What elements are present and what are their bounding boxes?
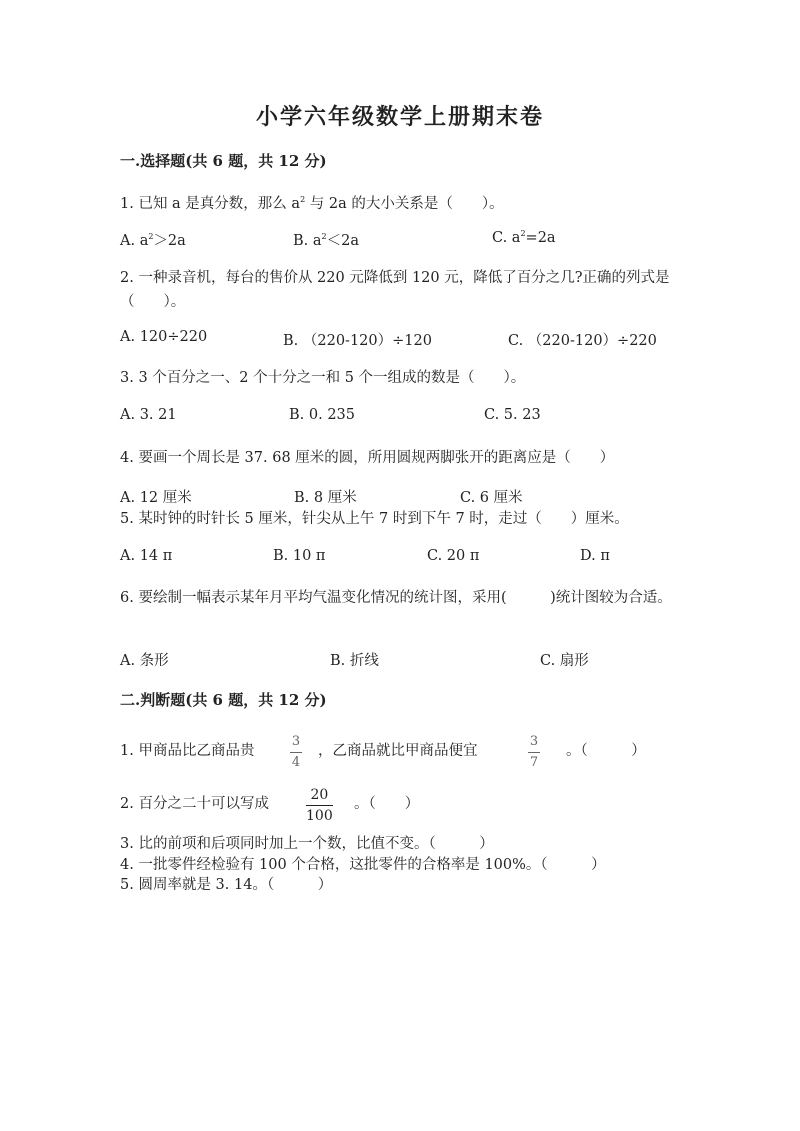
- fraction-3-4: 3 4: [291, 734, 301, 770]
- choice-question-3: 3. 3 个百分之一、2 个十分之一和 5 个一组成的数是（ ）。: [120, 370, 526, 386]
- choice-5-option-a[interactable]: A. 14 π: [120, 548, 173, 564]
- judge-question-3: 3. 比的前项和后项同时加上一个数，比值不变。（ ）: [120, 836, 494, 852]
- judge-question-2-part-1: 2. 百分之二十可以写成: [120, 796, 269, 812]
- choice-3-option-c[interactable]: C. 5. 23: [484, 407, 541, 423]
- choice-3-option-b[interactable]: B. 0. 235: [289, 407, 355, 423]
- choice-2-option-a[interactable]: A. 120÷220: [120, 329, 208, 345]
- judge-question-2-part-2: 。（ ）: [354, 796, 420, 812]
- choice-1-option-a[interactable]: A. $a^2>2a$: [120, 232, 186, 249]
- choice-5-option-c[interactable]: C. 20 π: [427, 548, 480, 564]
- section-choice-header: 一.选择题(共 6 题，共 12 分): [120, 152, 327, 170]
- judge-question-5: 5. 圆周率就是 3. 14。（ ）: [120, 877, 333, 893]
- choice-6-option-a[interactable]: A. 条形: [120, 653, 169, 669]
- choice-6-option-c[interactable]: C. 扇形: [540, 653, 589, 669]
- choice-question-6: 6. 要绘制一幅表示某年月平均气温变化情况的统计图，采用( )统计图较为合适。: [120, 590, 672, 606]
- choice-question-5: 5. 某时钟的时针长 5 厘米，针尖从上午 7 时到下午 7 时，走过（ ）厘米。: [120, 511, 629, 527]
- choice-question-4: 4. 要画一个周长是 37. 68 厘米的圆，所用圆规两脚张开的距离应是（ ）: [120, 450, 615, 466]
- choice-4-option-c[interactable]: C. 6 厘米: [460, 490, 523, 506]
- judge-question-4: 4. 一批零件经检验有 100 个合格，这批零件的合格率是 100%。（ ）: [120, 857, 606, 873]
- choice-4-option-a[interactable]: A. 12 厘米: [120, 490, 192, 506]
- choice-1-option-b[interactable]: B. $a^2<2a$: [293, 232, 359, 249]
- page-title: 小学六年级数学上册期末卷: [255, 104, 544, 130]
- choice-6-option-b[interactable]: B. 折线: [330, 653, 379, 669]
- choice-2-option-b[interactable]: B. （220-120）÷120: [283, 333, 432, 349]
- choice-1-option-c[interactable]: C. $a^2=2a$: [492, 229, 556, 246]
- choice-2-option-c[interactable]: C. （220-120）÷220: [508, 333, 657, 349]
- choice-5-option-b[interactable]: B. 10 π: [273, 548, 326, 564]
- choice-question-1: 1. 已知 a 是真分数，那么 $a^2$ 与 2a 的大小关系是（ ）。: [120, 195, 504, 212]
- section-judge-header: 二.判断题(共 6 题，共 12 分): [120, 691, 327, 709]
- judge-question-1-part-1: 1. 甲商品比乙商品贵: [120, 743, 255, 759]
- judge-question-1-part-2: ，乙商品就比甲商品便宜: [318, 743, 478, 759]
- fraction-20-100: 20 100: [306, 787, 333, 824]
- choice-4-option-b[interactable]: B. 8 厘米: [294, 490, 357, 506]
- choice-question-2: 2. 一种录音机，每台的售价从 220 元降低到 120 元，降低了百分之几?正确的列式是（ ）。: [120, 270, 670, 310]
- judge-question-1-part-3: 。（ ）: [566, 743, 646, 759]
- fraction-3-7: 3 7: [529, 734, 539, 770]
- choice-3-option-a[interactable]: A. 3. 21: [120, 407, 177, 423]
- choice-5-option-d[interactable]: D. π: [580, 548, 610, 564]
